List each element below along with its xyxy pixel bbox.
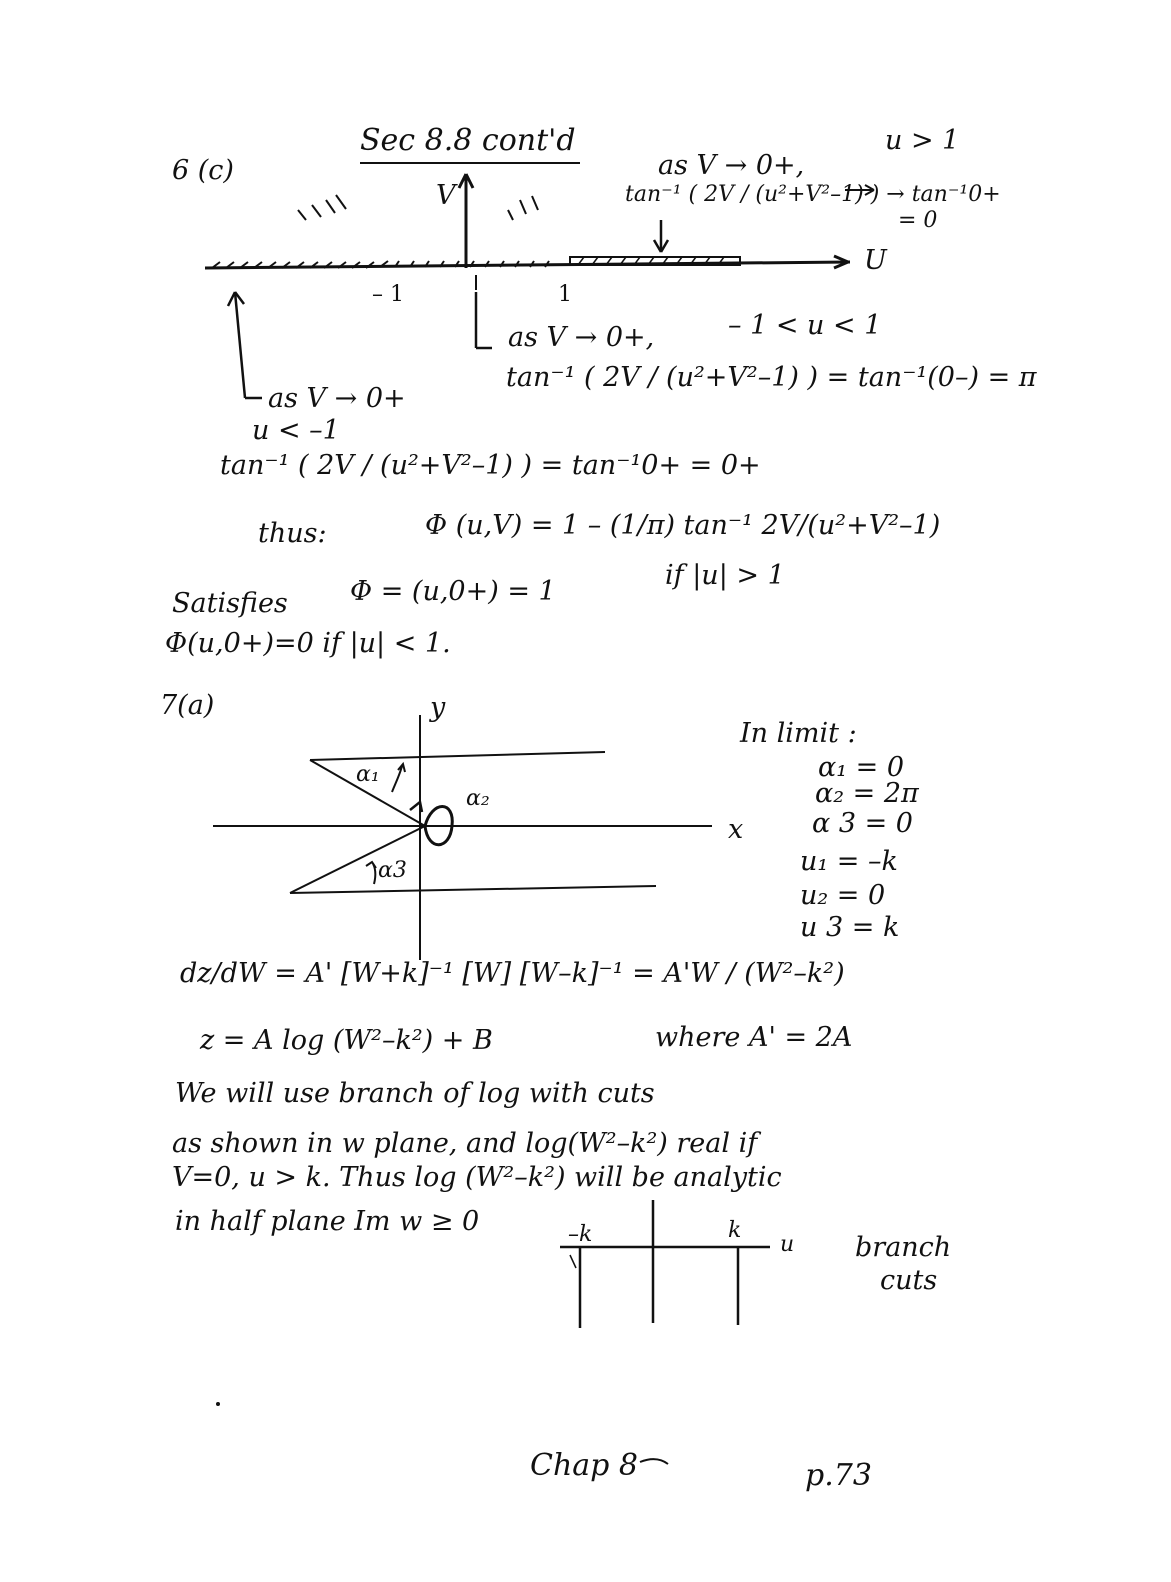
paragraph-line: V=0, u > k. Thus log (W²–k²) will be analytic — [172, 1162, 782, 1193]
limit-title: In limit : — [740, 718, 857, 749]
problem-7a-label: 7(a) — [160, 690, 215, 721]
k-label: k — [728, 1218, 742, 1243]
left-expression: tan⁻¹ ( 2V / (u²+V²–1) ) = tan⁻¹0+ = 0+ — [220, 450, 761, 481]
limit-line: α 3 = 0 — [812, 808, 913, 839]
limit-line: u₁ = –k — [800, 846, 898, 877]
paragraph-line: in half plane Im w ≥ 0 — [175, 1206, 480, 1237]
right-condition: as V → 0+, — [658, 150, 805, 181]
footer-chapter: Chap 8 — [530, 1448, 638, 1483]
satisfies-line-2: Φ(u,0+)=0 if |u| < 1. — [165, 628, 451, 659]
neg-k-label: –k — [568, 1222, 593, 1247]
where-equation: where A' = 2A — [655, 1022, 853, 1053]
tick-minus-one: – 1 — [372, 282, 404, 307]
x-axis-label: x — [728, 814, 744, 845]
limit-line: α₂ = 2π — [815, 778, 919, 809]
dz-dw-equation: dz/dW = A' [W+k]⁻¹ [W] [W–k]⁻¹ = A'W / (W²–k²) — [180, 958, 845, 989]
satisfies-condition: if |u| > 1 — [665, 560, 785, 591]
stray-dot — [216, 1402, 220, 1406]
alpha1-label: α₁ — [356, 762, 380, 787]
footer-page-number: p.73 — [805, 1458, 872, 1493]
v-axis-label: V — [436, 180, 456, 211]
thus-expression: Φ (u,V) = 1 – (1/π) tan⁻¹ 2V/(u²+V²–1) — [425, 510, 941, 541]
right-condition-range: u > 1 — [885, 125, 960, 156]
alpha2-label: α₂ — [466, 786, 490, 811]
tick-one: 1 — [558, 282, 572, 307]
branch-cuts-label: branch — [855, 1232, 952, 1263]
section-title: Sec 8.8 cont'd — [360, 123, 576, 158]
problem-6c-label: 6 (c) — [172, 155, 234, 186]
right-expression-result: = 0 — [898, 208, 938, 233]
left-condition: as V → 0+ — [268, 383, 406, 414]
satisfies-expression: Φ = (u,0+) = 1 — [350, 576, 556, 607]
satisfies-label: Satisfies — [172, 588, 288, 619]
footer-mark — [640, 1459, 668, 1464]
mid-condition-range: – 1 < u < 1 — [728, 310, 882, 341]
mid-expression: tan⁻¹ ( 2V / (u²+V²–1) ) = tan⁻¹(0–) = π — [506, 362, 1037, 393]
right-expression: tan⁻¹ ( 2V / (u²+V²–1) ) → tan⁻¹0+ — [625, 182, 1001, 207]
u-label: u — [780, 1232, 795, 1257]
z-equation: z = A log (W²–k²) + B — [200, 1025, 493, 1056]
paragraph-line: We will use branch of log with cuts — [175, 1078, 655, 1109]
y-axis-label: y — [430, 692, 446, 723]
u-axis-label: U — [864, 245, 887, 276]
left-condition-range: u < –1 — [252, 415, 340, 446]
mid-condition: as V → 0+, — [508, 322, 655, 353]
limit-line: u 3 = k — [800, 912, 900, 943]
paragraph-line: as shown in w plane, and log(W²–k²) real if — [172, 1128, 758, 1159]
thus-label: thus: — [258, 518, 327, 549]
limit-line: α₁ = 0 — [818, 752, 905, 783]
limit-line: u₂ = 0 — [800, 880, 886, 911]
figure-2 — [213, 715, 712, 960]
alpha3-label: α3 — [378, 858, 407, 883]
branch-cuts-label: cuts — [880, 1265, 938, 1296]
